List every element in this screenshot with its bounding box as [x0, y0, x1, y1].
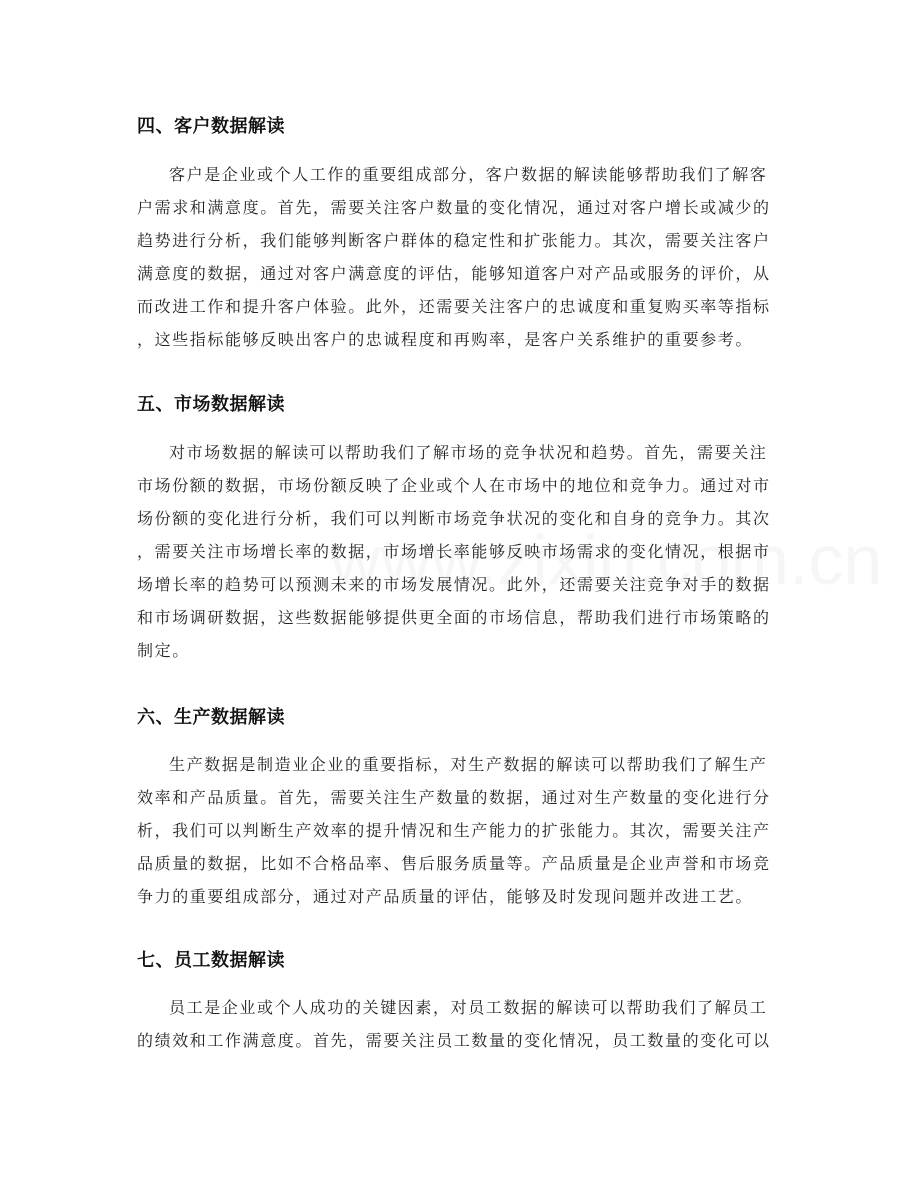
paragraph-line: 效率和产品质量。首先，需要关注生产数量的数据，通过对生产数量的变化进行分 — [137, 788, 771, 807]
paragraph-line: 趋势进行分析，我们能够判断客户群体的稳定性和扩张能力。其次，需要关注客户 — [137, 231, 771, 250]
section-paragraph-market — [137, 436, 787, 667]
paragraph-line: 制定。 — [137, 641, 190, 660]
paragraph-line: ，这些指标能够反映出客户的忠诚程度和再购率，是客户关系维护的重要参考。 — [137, 330, 754, 349]
paragraph-line: 品质量的数据，比如不合格品率、售后服务质量等。产品质量是企业声誉和市场竞 — [137, 854, 771, 873]
section-heading-production: 六、生产数据解读 — [137, 707, 285, 728]
paragraph-line: 对市场数据的解读可以帮助我们了解市场的竞争状况和趋势。首先，需要关注 — [169, 443, 768, 462]
section-paragraph-customer — [137, 158, 787, 356]
paragraph-line: ，需要关注市场增长率的数据，市场增长率能够反映市场需求的变化情况，根据市 — [137, 542, 771, 561]
section-paragraph-production — [137, 748, 787, 913]
section-heading-market: 五、市场数据解读 — [137, 394, 285, 415]
section-heading-employee: 七、员工数据解读 — [137, 950, 285, 971]
paragraph-line: 客户是企业或个人工作的重要组成部分，客户数据的解读能够帮助我们了解客 — [169, 165, 768, 184]
paragraph-line: 争力的重要组成部分，通过对产品质量的评估，能够及时发现问题并改进工艺。 — [137, 887, 754, 906]
paragraph-line: 满意度的数据，通过对客户满意度的评估，能够知道客户对产品或服务的评价，从 — [137, 264, 771, 283]
paragraph-line: 户需求和满意度。首先，需要关注客户数量的变化情况，通过对客户增长或减少的 — [137, 198, 771, 217]
paragraph-line: 市场份额的数据，市场份额反映了企业或个人在市场中的地位和竞争力。通过对市 — [137, 476, 771, 495]
section-paragraph-employee — [137, 991, 787, 1057]
paragraph-line: 员工是企业或个人成功的关键因素，对员工数据的解读可以帮助我们了解员工 — [169, 998, 768, 1017]
paragraph-line: 生产数据是制造业企业的重要指标，对生产数据的解读可以帮助我们了解生产 — [169, 755, 768, 774]
section-heading-customer: 四、客户数据解读 — [137, 116, 285, 137]
paragraph-line: 析，我们可以判断生产效率的提升情况和生产能力的扩张能力。其次，需要关注产 — [137, 821, 771, 840]
paragraph-line: 而改进工作和提升客户体验。此外，还需要关注客户的忠诚度和重复购买率等指标 — [137, 297, 771, 316]
paragraph-line: 和市场调研数据，这些数据能够提供更全面的市场信息，帮助我们进行市场策略的 — [137, 608, 771, 627]
paragraph-line: 场增长率的趋势可以预测未来的市场发展情况。此外，还需要关注竞争对手的数据 — [137, 575, 771, 594]
paragraph-line: 场份额的变化进行分析，我们可以判断市场竞争状况的变化和自身的竞争力。其次 — [137, 509, 771, 528]
paragraph-line: 的绩效和工作满意度。首先，需要关注员工数量的变化情况，员工数量的变化可以 — [137, 1031, 771, 1050]
